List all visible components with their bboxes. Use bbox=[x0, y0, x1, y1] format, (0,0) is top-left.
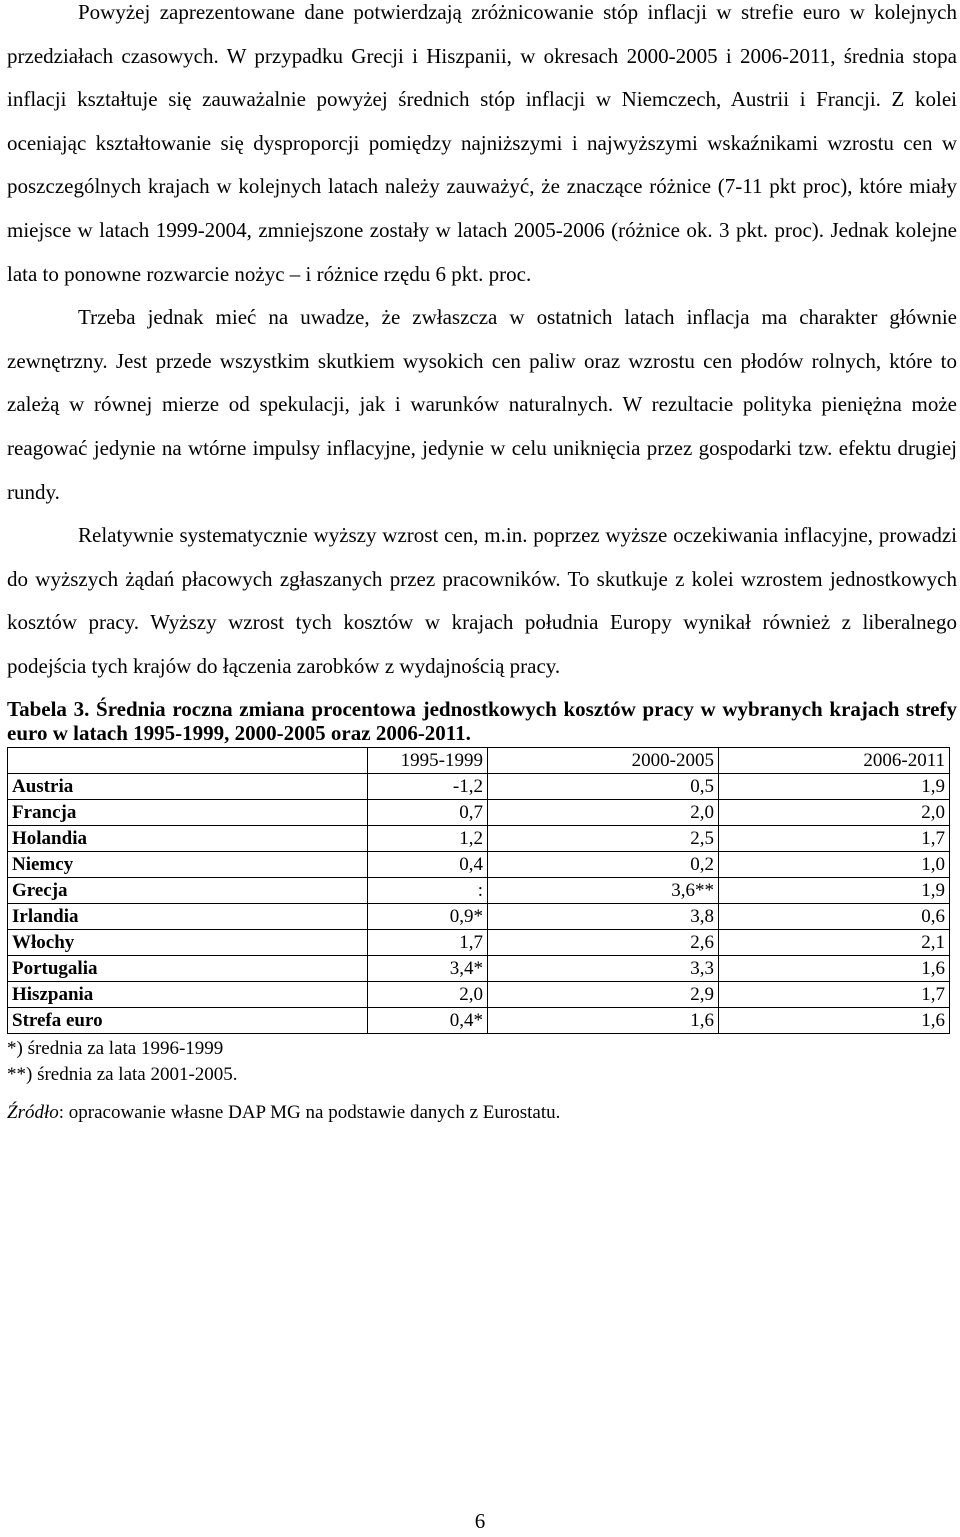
value-cell: 2,6 bbox=[488, 929, 719, 955]
value-cell: 2,0 bbox=[368, 981, 488, 1007]
value-cell: 1,7 bbox=[719, 981, 950, 1007]
header-cell-2000-2005: 2000-2005 bbox=[488, 747, 719, 773]
value-cell: 3,4* bbox=[368, 955, 488, 981]
source-note bbox=[7, 1100, 957, 1126]
value-cell: 0,9* bbox=[368, 903, 488, 929]
table-header-row bbox=[8, 747, 950, 773]
value-cell: 1,0 bbox=[719, 851, 950, 877]
value-cell: 1,6 bbox=[719, 1007, 950, 1033]
value-cell: 1,9 bbox=[719, 773, 950, 799]
country-cell: Irlandia bbox=[8, 903, 368, 929]
country-cell: Grecja bbox=[8, 877, 368, 903]
value-cell: 0,4 bbox=[368, 851, 488, 877]
table-row bbox=[8, 877, 950, 903]
value-cell: 0,5 bbox=[488, 773, 719, 799]
country-cell: Austria bbox=[8, 773, 368, 799]
country-cell: Holandia bbox=[8, 825, 368, 851]
country-cell: Portugalia bbox=[8, 955, 368, 981]
value-cell: 0,7 bbox=[368, 799, 488, 825]
table-row bbox=[8, 981, 950, 1007]
table-row bbox=[8, 955, 950, 981]
value-cell: 1,7 bbox=[368, 929, 488, 955]
paragraph-3: Relatywnie systematycznie wyższy wzrost cen, m.in. poprzez wyższe oczekiwania inflacyjne, prowadzi do wyższych żądań płacowych zgłaszanych przez pracowników. To skutkuje z kolei wzrostem jednostkowych kosztów pracy. Wyższy wzrost tych kosztów w krajach południa Europy wynikał również z liberalnego podejścia tych krajów do łączenia zarobków z wydajnością pracy. bbox=[7, 523, 957, 678]
footnote-double-star: **) średnia za lata 2001-2005. bbox=[7, 1063, 238, 1085]
header-cell-2006-2011: 2006-2011 bbox=[719, 747, 950, 773]
country-cell: Włochy bbox=[8, 929, 368, 955]
value-cell: -1,2 bbox=[368, 773, 488, 799]
value-cell: 1,6 bbox=[719, 955, 950, 981]
document-page bbox=[7, 0, 957, 1126]
labor-cost-table bbox=[7, 747, 950, 1034]
table-footnotes bbox=[7, 1036, 957, 1088]
page-number: 6 bbox=[474, 1509, 486, 1533]
header-cell-1995-1999: 1995-1999 bbox=[368, 747, 488, 773]
header-cell-empty bbox=[8, 747, 368, 773]
table-caption: Tabela 3. Średnia roczna zmiana procentowa jednostkowych kosztów pracy w wybranych krajach strefy euro w latach 1995-1999, 2000-2005 oraz 2006-2011. bbox=[7, 696, 957, 745]
table-row bbox=[8, 773, 950, 799]
paragraph-2: Trzeba jednak mieć na uwadze, że zwłaszcza w ostatnich latach inflacja ma charakter głównie zewnętrzny. Jest przede wszystkim skutkiem wysokich cen paliw oraz wzrostu cen płodów rolnych, które to zależą w równej mierze od spekulacji, jak i warunków naturalnych. W rezultacie polityka pieniężna może reagować jedynie na wtórne impulsy inflacyjne, jedynie w celu uniknięcia przez gospodarki tzw. efektu drugiej rundy. bbox=[7, 305, 957, 504]
value-cell: 3,8 bbox=[488, 903, 719, 929]
source-text: : opracowanie własne DAP MG na podstawie danych z Eurostatu. bbox=[58, 1101, 561, 1123]
value-cell: 1,6 bbox=[488, 1007, 719, 1033]
value-cell: 2,0 bbox=[719, 799, 950, 825]
country-cell: Francja bbox=[8, 799, 368, 825]
footnote-single-star: *) średnia za lata 1996-1999 bbox=[7, 1037, 224, 1059]
table-row bbox=[8, 929, 950, 955]
country-cell: Niemcy bbox=[8, 851, 368, 877]
value-cell: 1,9 bbox=[719, 877, 950, 903]
value-cell: 1,2 bbox=[368, 825, 488, 851]
value-cell: 2,1 bbox=[719, 929, 950, 955]
table-row bbox=[8, 825, 950, 851]
source-label: Źródło bbox=[7, 1101, 59, 1123]
country-cell: Hiszpania bbox=[8, 981, 368, 1007]
value-cell: 2,9 bbox=[488, 981, 719, 1007]
value-cell: : bbox=[368, 877, 488, 903]
value-cell: 3,6** bbox=[488, 877, 719, 903]
value-cell: 2,0 bbox=[488, 799, 719, 825]
value-cell: 3,3 bbox=[488, 955, 719, 981]
table-row bbox=[8, 903, 950, 929]
table-row bbox=[8, 851, 950, 877]
value-cell: 0,6 bbox=[719, 903, 950, 929]
value-cell: 1,7 bbox=[719, 825, 950, 851]
country-cell: Strefa euro bbox=[8, 1007, 368, 1033]
value-cell: 2,5 bbox=[488, 825, 719, 851]
value-cell: 0,2 bbox=[488, 851, 719, 877]
value-cell: 0,4* bbox=[368, 1007, 488, 1033]
paragraph-1: Powyżej zaprezentowane dane potwierdzają zróżnicowanie stóp inflacji w strefie euro w kolejnych przedziałach czasowych. W przypadku Grecji i Hiszpanii, w okresach 2000-2005 i 2006-2011, średnia stopa inflacji kształtuje się zauważalnie powyżej średnich stóp inflacji w Niemczech, Austrii i Francji. Z kolei oceniając kształtowanie się dysproporcji pomiędzy najniższymi i najwyższymi wskaźnikami wzrostu cen w poszczególnych krajach w kolejnych latach należy zauważyć, że znaczące różnice (7-11 pkt proc), które miały miejsce w latach 1999-2004, zmniejszone zostały w latach 2005-2006 (różnice ok. 3 pkt. proc). Jednak kolejne lata to ponowne rozwarcie nożyc – i różnice rzędu 6 pkt. proc. bbox=[7, 0, 957, 286]
table-row bbox=[8, 799, 950, 825]
table-row bbox=[8, 1007, 950, 1033]
